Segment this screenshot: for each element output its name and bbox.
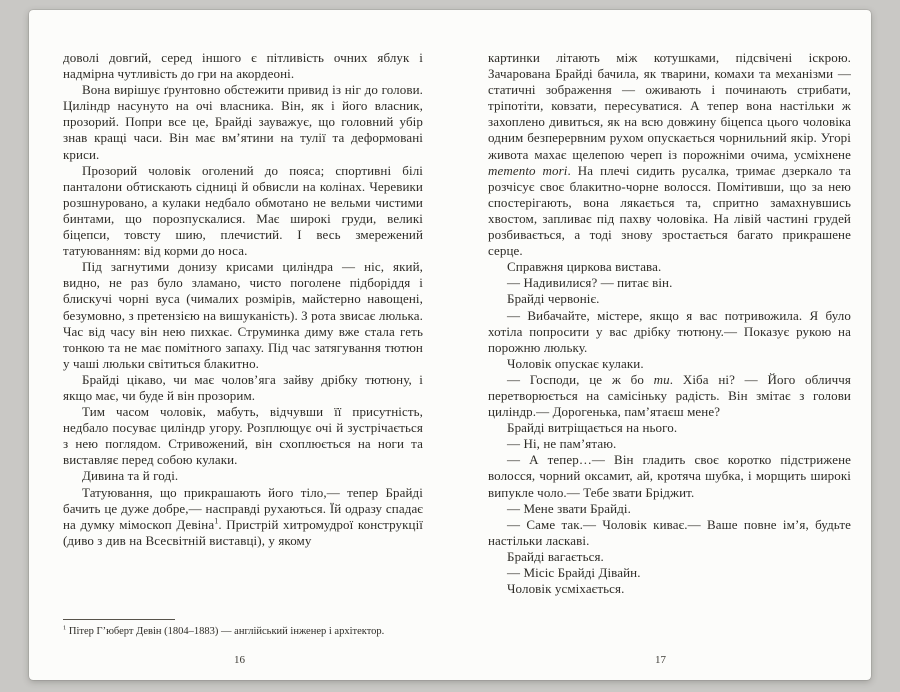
paragraph: Брайді витріщається на нього. xyxy=(507,420,678,436)
paragraph: доволі довгий, серед іншого є пітливість очних яблук і надмірна чутливість до гри на акордеоні. xyxy=(63,50,423,82)
paragraph: Під загнутими донизу крисами циліндра — ніс, який, видно, не раз було зламано, чисто поголене підборіддя і блискучі чорні вуса (чималих розмірів, майстерно навощені, безумовно, з претензією на вишуканість). З рота звисає люлька. Час від часу він нею пихкає. Струминка диму вже стала геть тонкою та не має помітного запаху. Під час затягування тютюн у чаші люльки світиться блакитно. xyxy=(63,259,423,371)
paragraph: Татуювання, що прикрашають його тіло,— тепер Брайді бачить це дуже добре,— насправді рухаються. Їй одразу спадає на думку мімоскоп Девіна$^1$. Пристрій хитромудрої конструкції (диво з див на Всесвітній виставці), у якому xyxy=(63,484,423,548)
footnote-rule xyxy=(63,619,175,620)
paragraph: Дивина та й годі. xyxy=(82,468,179,484)
paragraph: — А тепер…— Він гладить своє коротко підстрижене волосся, чорний оксамит, ай, кротяча шубка, і морщить широкі випукле чоло.— Тебе звати Бріджит. xyxy=(488,452,851,500)
page-left xyxy=(29,10,450,680)
paragraph: — Надивилися? — питає він. xyxy=(507,275,673,291)
page-left-text xyxy=(63,50,423,549)
paragraph: Брайді вагається. xyxy=(507,548,604,564)
paragraph: — Ні, не пам’ятаю. xyxy=(507,436,617,452)
paragraph: Тим часом чоловік, мабуть, відчувши її присутність, недбало посуває циліндр угору. Розплющує очі й зустрічається з нею поглядом. Стривожений, він схоплюється на ноги та виставляє перед собою кулаки. xyxy=(63,404,423,468)
page-right-text xyxy=(488,50,851,597)
paragraph: картинки літають між котушками, підсвічені іскрою. Зачарована Брайді бачила, як тварини, комахи та механізми — статичні зображення — оживають і починають стрибати, тріпотіти, ковзати, пересуватися. А тепер вона настільки ж захоплено дивиться, як на всю довжину біцепса цього чоловіка одним безперервним рухом опускається чорнильний якір. Угорі живота махає щелепою череп із порожніми очима, усміхнене memento mori. На плечі сидить русалка, тримає дзеркало та розчісує своє блакитно-чорне волосся. Помітивши, що за нею спостерігають, вона лякається та, спритно замахнувшись хвостом, запливає під пахву чоловіка. На лівій частині грудей розбивається, а тоді знову зростається багато прикрашене серце. xyxy=(488,50,851,259)
paragraph: — Місіс Брайді Дівайн. xyxy=(507,565,641,580)
footnote-text: $^1$ Пітер Г’юберт Девін (1804–1883) — англійський інженер і архітектор. xyxy=(63,624,385,637)
footnote-block xyxy=(63,613,423,639)
paragraph: Чоловік опускає кулаки. xyxy=(507,355,644,371)
paragraph: — Мене звати Брайді. xyxy=(507,500,631,516)
paragraph: Справжня циркова вистава. xyxy=(507,259,662,275)
paragraph: Вона вирішує ґрунтовно обстежити привид із ніг до голови. Циліндр насунуто на очі власника. Він, як і його власник, прозорий. Попри все це, Брайді зауважує, що головний убір знав кращі часи. Він має вм’ятини на тулії та деформовані криси. xyxy=(63,82,423,162)
paragraph: Прозорий чоловік оголений до пояса; спортивні білі панталони обтискають сідниці й обвисли на колінах. Черевики розшнуровано, а кулаки недбало обмотано не вельми чистими бинтами, що порозпускалися. Має широкі груди, великі біцепси, товсту шию, плечистий. І весь змережений татуюванням: від корми до носа. xyxy=(63,162,423,259)
paragraph: — Господи, це ж бо ти. Хіба ні? — Його обличчя перетворюється на самісіньку радість. Він змітає з голови циліндр.— Дорогенька, пам’ятаєш мене? xyxy=(488,371,851,420)
paragraph: — Саме так.— Чоловік киває.— Ваше повне ім’я, будьте настільки ласкаві. xyxy=(488,516,851,548)
paragraph: Чоловік усміхається. xyxy=(507,581,625,597)
paragraph: Брайді цікаво, чи має чолов’яга зайву дрібку тютюну, і якщо має, чи буде й він прозорим. xyxy=(63,371,423,403)
page-number-left: 16 xyxy=(234,654,245,666)
page-right xyxy=(450,10,871,680)
paragraph: Брайді червоніє. xyxy=(507,291,600,307)
page-number-right: 17 xyxy=(655,654,666,666)
paragraph: — Вибачайте, містере, якщо я вас потривожила. Я було хотіла попросити у вас дрібку тютюну.— Показує рукою на порожню люльку. xyxy=(488,307,851,355)
book-sheet xyxy=(29,10,871,680)
